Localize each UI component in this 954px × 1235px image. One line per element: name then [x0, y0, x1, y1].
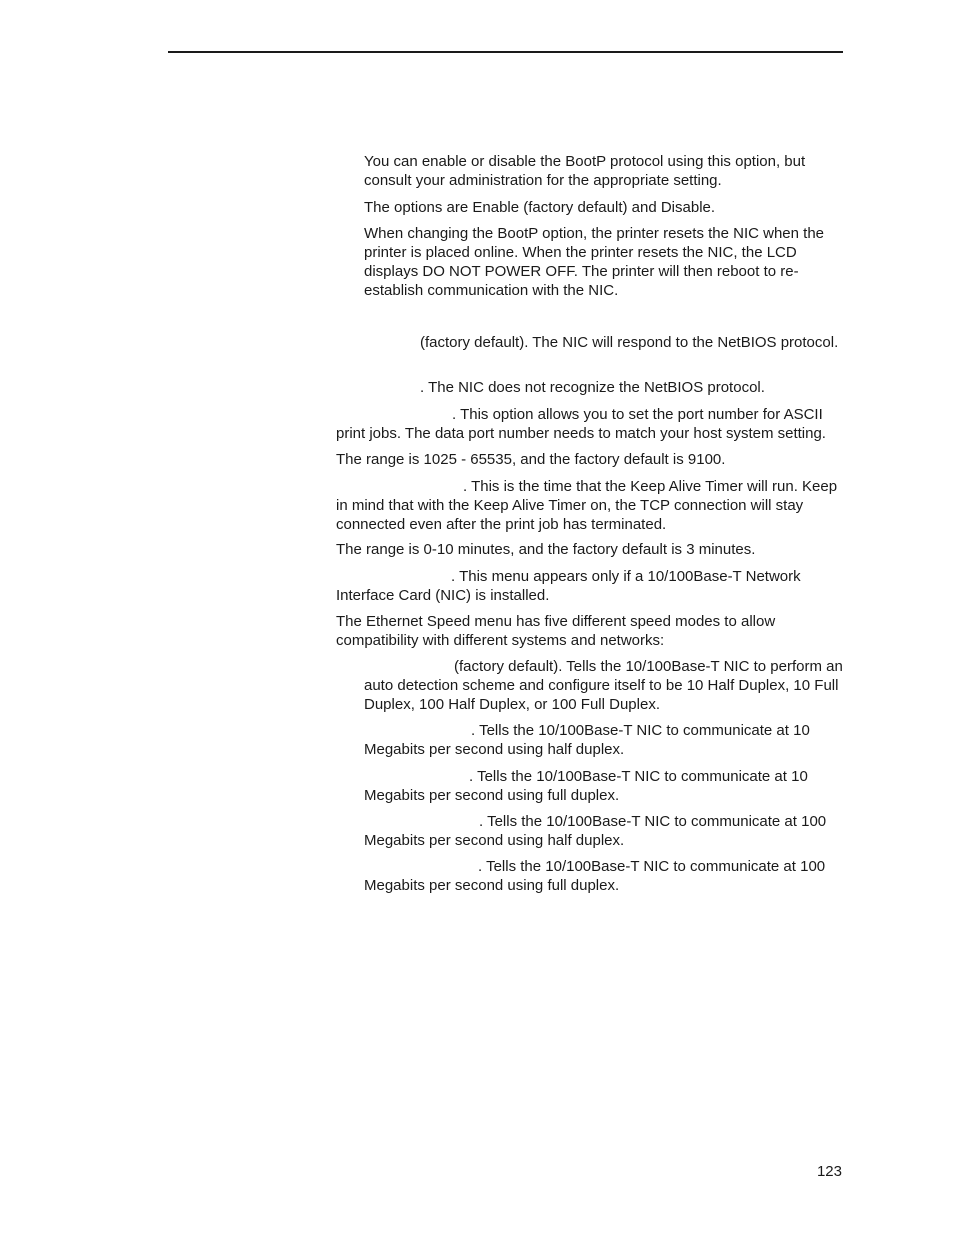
ethernet-speed-modes-intro: The Ethernet Speed menu has five different speed modes to allow compatibility with different systems and networks: — [336, 613, 776, 649]
speed-100-half-text: . Tells the 10/100Base-T NIC to communicate at 100 Megabits per second using half duplex. — [364, 813, 827, 849]
keep-alive-description: . This is the time that the Keep Alive Timer will run. Keep in mind that with the Keep Alive Timer on, the TCP connection will stay connected even after the print job has terminated. — [336, 478, 838, 533]
ethernet-speed-description: . This menu appears only if a 10/100Base-T Network Interface Card (NIC) is installed. — [336, 568, 801, 604]
netbios-disable-text: . The NIC does not recognize the NetBIOS protocol. — [420, 379, 765, 396]
speed-100-full-text: . Tells the 10/100Base-T NIC to communicate at 100 Megabits per second using full duplex. — [364, 858, 826, 894]
data-port-range: The range is 1025 - 65535, and the factory default is 9100. — [336, 451, 726, 468]
keep-alive-range: The range is 0-10 minutes, and the factory default is 3 minutes. — [336, 541, 756, 558]
bootp-change-note: When changing the BootP option, the printer resets the NIC when the printer is placed online. When the printer resets the NIC, the LCD displays DO NOT POWER OFF. The printer will then reboot to re-establish communication with the NIC. — [364, 225, 825, 299]
netbios-enable-text: (factory default). The NIC will respond to the NetBIOS protocol. — [420, 334, 839, 351]
bootp-description: You can enable or disable the BootP protocol using this option, but consult your administration for the appropriate setting. — [364, 153, 806, 189]
data-port-description: . This option allows you to set the port number for ASCII print jobs. The data port number needs to match your host system setting. — [336, 406, 826, 442]
page-number: 123 — [816, 1163, 842, 1180]
speed-10-half-text: . Tells the 10/100Base-T NIC to communicate at 10 Megabits per second using half duplex. — [364, 722, 810, 758]
bootp-options: The options are Enable (factory default) and Disable. — [364, 199, 716, 216]
speed-10-full-text: . Tells the 10/100Base-T NIC to communicate at 10 Megabits per second using full duplex. — [364, 768, 808, 804]
header-rule — [168, 51, 843, 53]
speed-auto-text: (factory default). Tells the 10/100Base-T NIC to perform an auto detection scheme and configure itself to be 10 Half Duplex, 10 Full Duplex, 100 Half Duplex, or 100 Full Duplex. — [364, 658, 843, 713]
